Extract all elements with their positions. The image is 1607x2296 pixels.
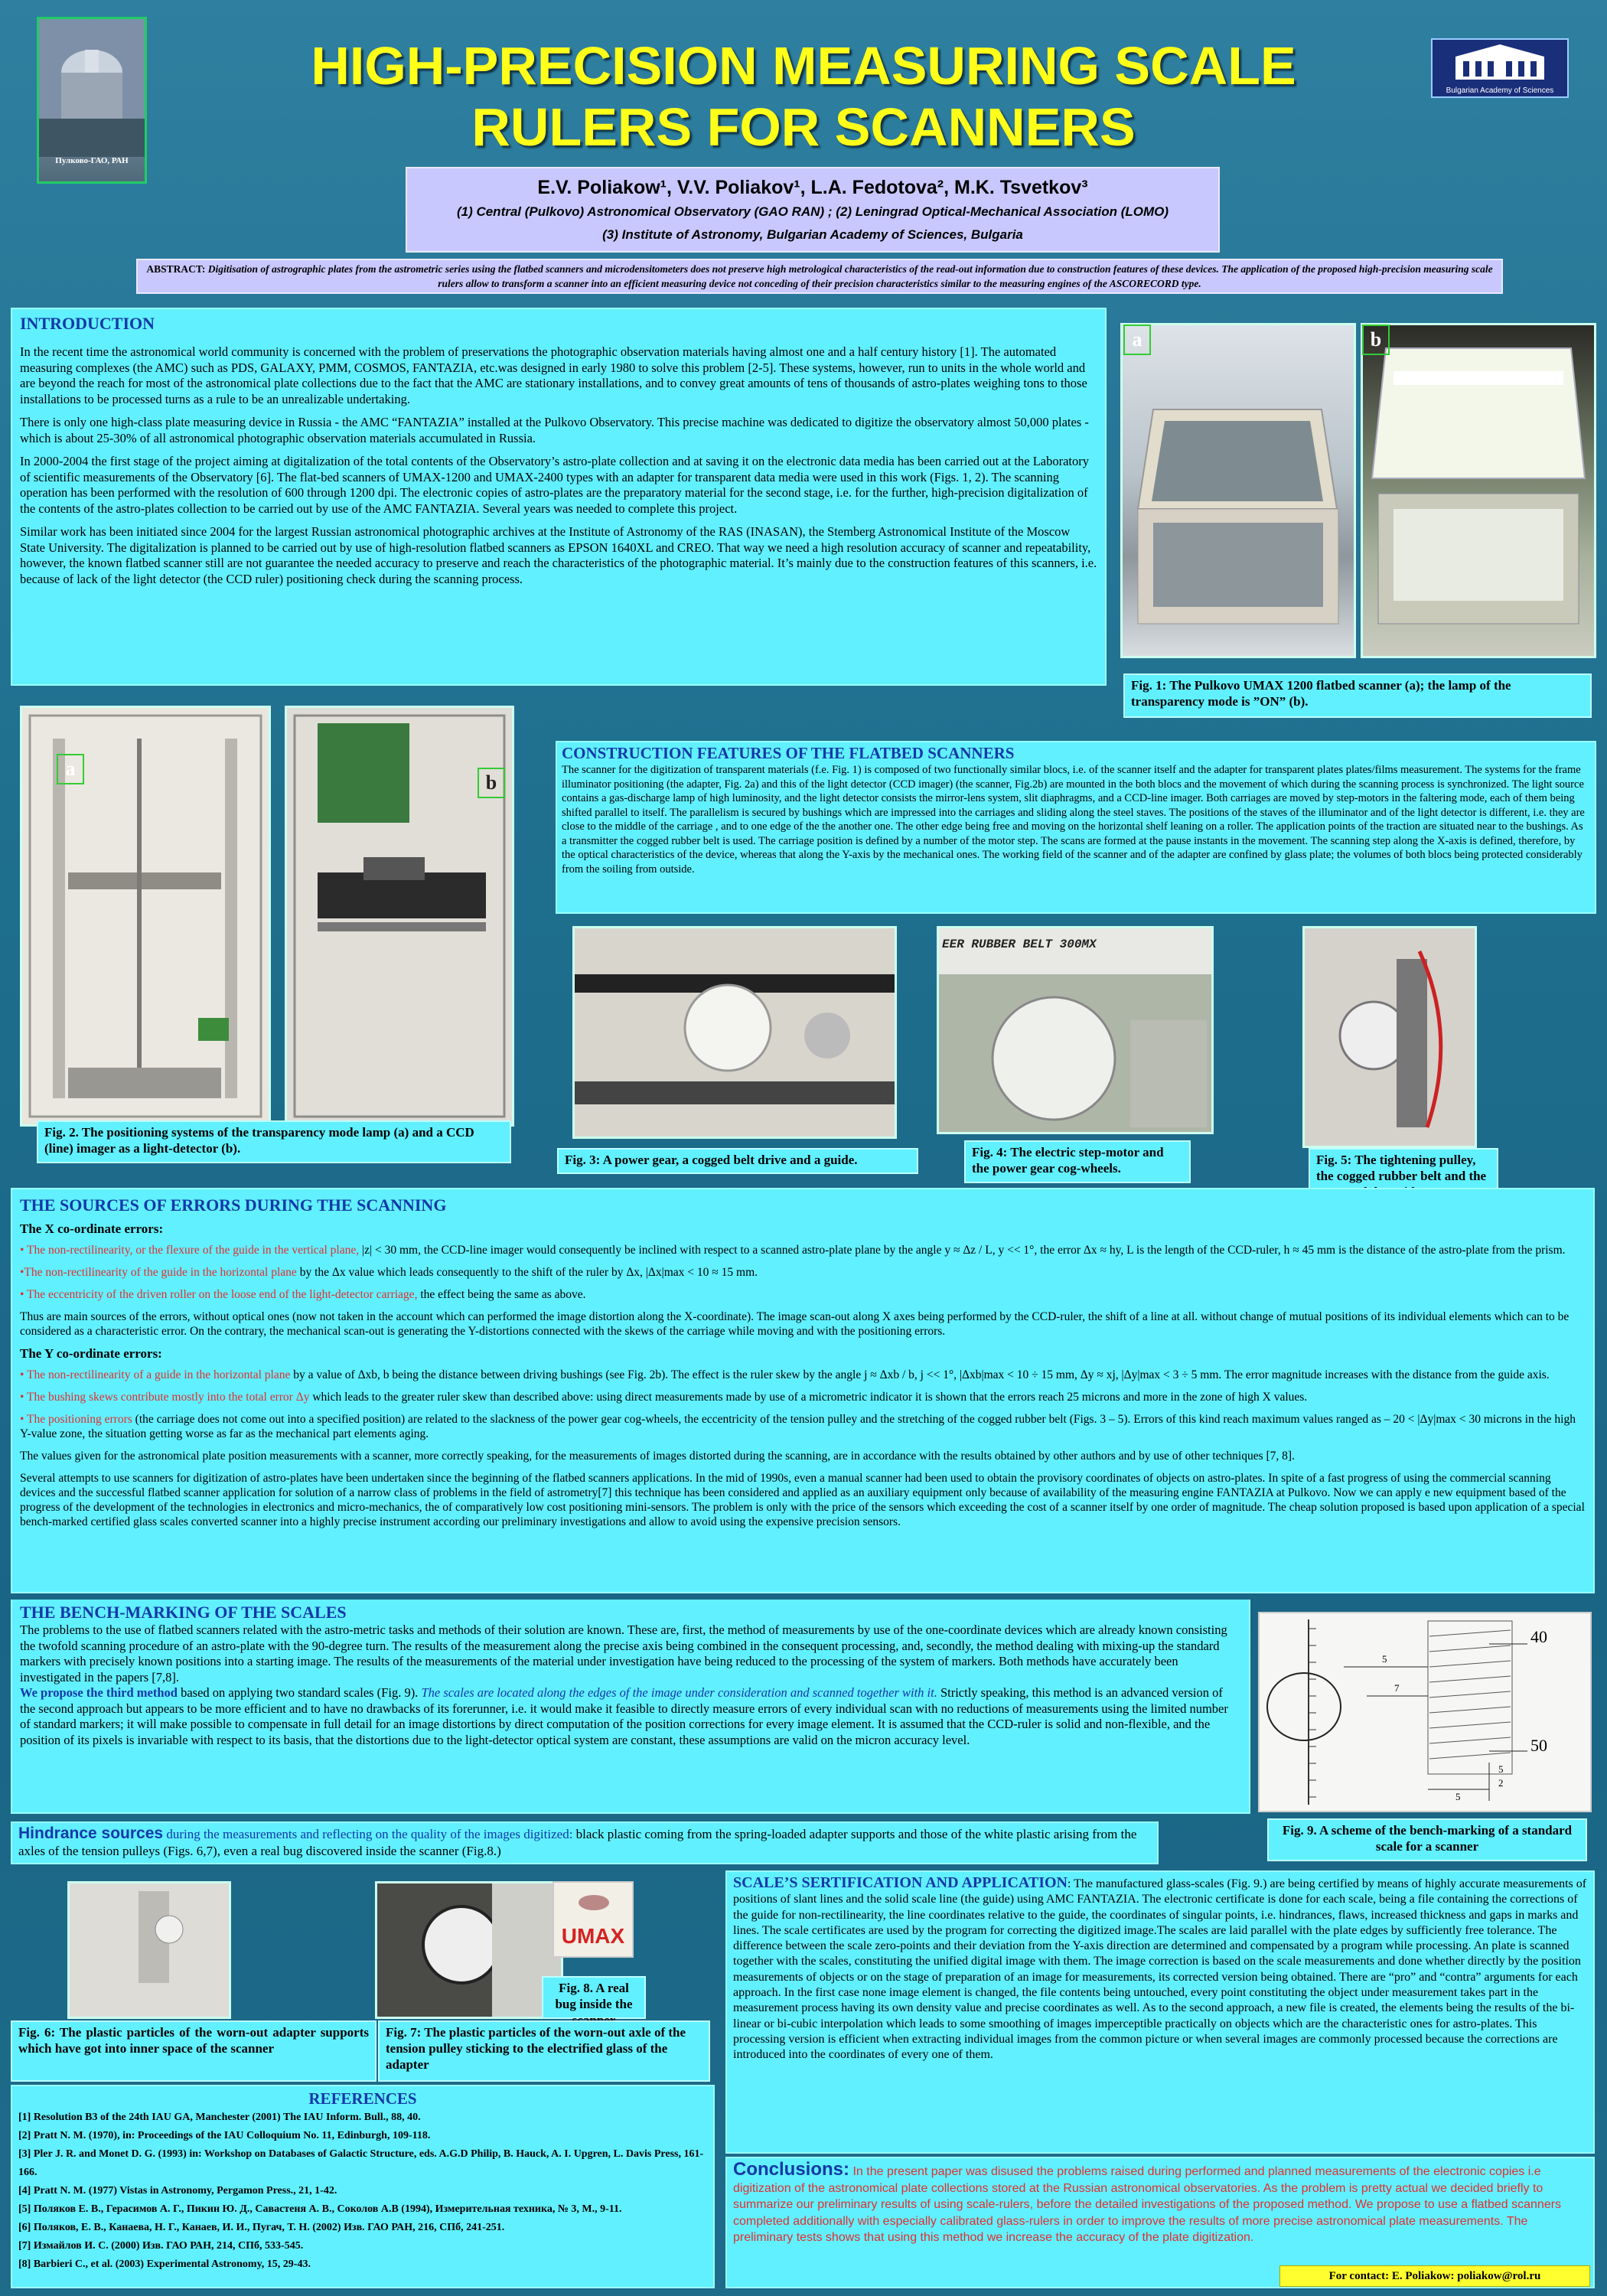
construction-title: CONSTRUCTION FEATURES OF THE FLATBED SCANNERS — [562, 744, 1015, 762]
step-motor-photo-icon — [939, 928, 1211, 1132]
power-gear-photo-icon — [575, 928, 895, 1137]
reference-item: [3] Pler J. R. and Monet D. G. (1993) in: Workshop on Databases of Galactic Structure, eds. A.G.D Philip, B. Hauck, A. I. Upgren, L. Davis Press, 161-166. — [18, 2148, 704, 2178]
y-errors-title: The Y co-ordinate errors: — [20, 1346, 162, 1361]
scanner-photo-icon — [1123, 325, 1354, 656]
right-logo-text: Bulgarian Academy of Sciences — [1446, 86, 1554, 95]
certification-text: : The manufactured glass-scales (Fig. 9.) are being certified by means of highly accurate measurements of positions of slant lines and the solid scale line (the guide) using AMC FANTAZIA. The electronic certificate is done for each scale, being a file containing the corrections of the guide for non-rectilinearity, the line coordinates relative to the guide, the coordinates of singular points, i.e. hindrances, flaws, increased thickness and gaps in marks and lines. The scale certificates are used by the program for correcting the digitized image.The scales are laid parallel with the plate edges by sufficiently free tolerance. The difference between the scale zero-points and their deviation from the Y-axis direction are determined and compensated by a program while processing. An plate is scanned together with the scales, constituting the unified digital image with them. The image correction is based on the scale measurements and done whether directly by the position measurements of objects or on the stage of preparation of an image for measurements, its corrected version being obtained. There are “pro” and “contra” arguments for each approach. In the first case none image element is changed, the file contents being untouched, every point constituting the object under measurement takes part in the measurement process having its own density value and precise coordinates as well. As to the second approach, a new file is created, the elements being the results of the bi-linear or bi-cubic interpolation which leads to some smoothing of images imperceptible practically on objects which are the characteristic ones for astro-plates. This processing version is efficient when extracting individual images from the common picture or when several images are commonly processed because the corrections are introduced into the coordinates of every one of them. — [733, 1877, 1587, 2062]
tightening-pulley-photo-icon — [1305, 928, 1475, 1146]
x-errors-summary: Thus are main sources of the errors, without optical ones (now not taken in the account which can performed the image distortion along the X-coordinate). The image scan-out along X axes being performed by the CCD-ruler, the shift of a line at all. without change of mutual positions of its individual elements which can to be considered as a characteristic error. On the contrary, the mechanical scan-out is generating the Y-distortions connected with the skews of the carriage while moving and with the positioning errors. — [20, 1310, 1570, 1338]
certification-body — [733, 1875, 1587, 2063]
bench-proposal-italic: The scales are located along the edges of the image under consideration and scanned together with it. — [418, 1685, 937, 1700]
plastic-particles-photo-icon — [70, 1883, 229, 2017]
reference-item: [2] Pratt N. M. (1970), in: Proceedings of the IAU Colloquium No. 11, Edinburgh, 109-118. — [18, 2130, 431, 2141]
fig8-caption: Fig. 8. A real bug inside the — [542, 1976, 646, 2019]
errors-attempts-paragraph: Several attempts to use scanners for digitization of astro-plates have been undertaken since the beginning of the flatbed scanners applications. In the mid of 1990s, even a manual scanner had been used to obtain the provisory coordinates of objects on astro-plates. In spite of a fast progress of using the commercial scanning devices and the successful flatbed scanner application for solution of a narrow class of problems in the field of astrometry[7] this technique has been considered and applied as an auxiliary equipment only because of availability of the measuring engine FANTAZIA at Pulkovo. Now we can apply e new equipment based of the progress of the development of the technologies in electronics and micro-mechanics, the of comparatively low cost positioning mini-sensors. The problem is only with the price of the sensors which exceeding the cost of a scanner itself by one order of magnitude. The cheap solution proposed is based upon application of a special bench-marked certified glass scales converted scanner into a highly precise instrument according our preliminary investigations and allow to avoid using the expensive precision sensors. — [20, 1472, 1585, 1528]
construction-text: The scanner for the digitization of transparent materials (f.e. Fig. 1) is composed of two functionally similar blocs, i.e. of the scanner itself and the adapter for transparent plates plates/films measurement. The systems for the frame illuminator positioning (the adapter, Fig. 2a) and this of the light detector (CCD imager) (the scanner, Fig.2b) are mounted in the both blocs and the movement of which during the scanning process is synchronized. The light source contains a gas-discharge lamp of high luminosity, and the light detector consists the mirror-lens system, slit diaphragms, and a CCD-line imager. Both carriages are moved by step-motors in the faltering mode, each of them being shifted parallel to itself. The parallelism is secured by bushings which are impressed into the carriages and sliding along the steel staves. The positions of the staves of the illuminator and of the light detector is different, i.e. they are close to the middle of the carriage , and to one edge of the the another one. The other edge being free and moving on the horizontal shelf leaning on a roller. The application points of the traction are situated near to the bushings. As a transmitter the cogged rubber belt is used. The carriage position is defined by a number of the motor step. The scans are formed at the pause instants in the movement. The scanning step along the X-axis is defined, therefore, by the optical characteristics of the device, whereas that along the Y-axis by the mechanical ones. The working field of the scanner and of the adapter are confined by glass plate; the volumes of both blocs being protected considerably from the soiling from outside. — [562, 764, 1585, 876]
academy-building-icon — [1433, 40, 1567, 83]
hindrance-subtitle: during the measurements and reflecting on the quality of the images digitized: — [163, 1827, 573, 1841]
observatory-photo-icon — [39, 19, 145, 157]
fig1-tag-b: b — [1362, 325, 1390, 355]
bug-photo-icon — [554, 1883, 632, 1921]
fig9-label-5c: 5 — [1455, 1791, 1461, 1802]
x-error-3-label: • The eccentricity of the driven roller on the loose end of the light-detector carriage, — [20, 1288, 418, 1301]
bench-panel — [11, 1600, 1250, 1814]
y-error-3-text: (the carriage does not come out into a specified position) are related to the slackness of the power gear cog-wheels, the eccentricity of the tension pulley and the stretching of the cogged rubber belt (Figs. 3 – 5). Errors of this kind reach maximum values ranged as – 20 < |Δy|max < 30 microns in the high Y-value zone, the situation getting worse as far as the mechanical part elements aging. — [20, 1413, 1576, 1440]
title-line-2: RULERS FOR SCANNERS — [471, 97, 1136, 157]
reference-item: [7] Измайлов И. С. (2000) Изв. ГАО РАН, 214, СПб, 533-545. — [18, 2240, 304, 2252]
fig9-caption: Fig. 9. A scheme of the bench-marking of a standard scale for a scanner — [1267, 1818, 1587, 1861]
references-panel — [11, 2085, 715, 2288]
contact-box: For contact: E. Poliakow: poliakow@rol.ru — [1279, 2265, 1590, 2287]
intro-paragraph-3: In 2000-2004 the first stage of the project aiming at digitalization of the total contents of the Observatory’s astro-plate collection and at saving it on the electronic data media has been carried out at the Laboratory of scientific measurements of the Observatory [6]. The flat-bed scanners of UMAX-1200 and UMAX-2400 types with an adapter for transparent data media were used in this work (Figs. 1, 2). The scanning operation has been performed with the resolution of 600 through 1200 dpi. The electronic copies of astro-plates are the preparatory material for the second stage, i.e. for the further, high-precision digitalization of the contents of the astro-plates collection to be carried out by use of the AMC FANTAZIA. Several years was needed to complete this project. — [20, 454, 1089, 516]
fig2-caption: Fig. 2. The positioning systems of the transparency mode lamp (a) and a CCD (line) imager as a light-detector (b). — [37, 1120, 511, 1163]
abstract-box — [136, 259, 1503, 294]
reference-item: [6] Поляков, Е. В., Канаева, Н. Г., Канаев, И. И., Пугач, Т. Н. (2002) Изв. ГАО РАН, 216, СПб, 241-251. — [18, 2222, 505, 2233]
right-logo — [1431, 38, 1569, 98]
fig3-caption: Fig. 3: A power gear, a cogged belt drive and a guide. — [557, 1148, 918, 1174]
construction-panel — [556, 741, 1596, 914]
errors-title: THE SOURCES OF ERRORS DURING THE SCANNING — [20, 1195, 447, 1215]
x-error-1-label: • The non-rectilinearity, or the flexure of the guide in the vertical plane, — [20, 1244, 360, 1257]
fig1b-photo — [1361, 323, 1596, 658]
fig9-label-5b: 5 — [1498, 1763, 1504, 1775]
intro-paragraph-2: There is only one high-class plate measuring device in Russia - the AMC “FANTAZIA” installed at the Pulkovo Observatory. This precise machine was dedicated to digitize the observatory almost 50,000 plates - which is about 25-30% of all astronomical photographic observation materials accumulated in Russia. — [20, 415, 1089, 445]
fig9-label-2: 2 — [1498, 1777, 1504, 1789]
bench-proposal-bold: We propose the third method — [20, 1685, 178, 1700]
fig4-belt-label: EER RUBBER BELT 300MX — [942, 938, 1097, 951]
bench-text-2: Strictly speaking, this method is an advanced version of the second approach but appears to be more efficient and to have no drawbacks of its forerunner, i.e. it would make it feasible to directly measure errors of every individual scan with no reductions of measurements using the limited number of standard markers; it will make possible to compensate in full detail for an image distortions by direct computation of the position corrections for every image element. It is assumed that the CCD-ruler is solid and non-flexible, and the position of its pixels is invariable with respect to its basis, that the distortions due to the light-detector optical system are constant, these assumptions are valid on the micron accuracy level. — [20, 1685, 1228, 1747]
hindrance-text: black plastic coming from the spring-loaded adapter supports and those of the white plastic arising from the axles of the tension pulleys (Figs. 6,7), even a real bug discovered inside the scanner (Fig.8.) — [18, 1827, 1137, 1858]
affiliation-2: (3) Institute of Astronomy, Bulgarian Academy of Sciences, Bulgaria — [602, 227, 1023, 242]
y-error-1-text: by a value of Δxb, b being the distance between driving bushings (see Fig. 2b). The effect is the ruler skew by the angle j ≈ Δxb / b, j << 1°, |Δxb|max < 10 ÷ 15 mm, Δy ≈ xj, |Δy|max < 3 ÷ 5 mm. The error magnitude increases with the distance from the guide axis. — [290, 1368, 1550, 1381]
left-logo — [37, 17, 147, 184]
fig1-caption: Fig. 1: The Pulkovo UMAX 1200 flatbed scanner (a); the lamp of the transparency mode is ”ON” (b). — [1123, 673, 1592, 718]
fig4-caption: Fig. 4: The electric step-motor and the power gear cog-wheels. — [964, 1140, 1191, 1183]
fig5-photo — [1302, 926, 1477, 1148]
fig9-label-50: 50 — [1530, 1736, 1547, 1755]
fig8-brand: UMAX — [561, 1924, 625, 1948]
references-title: REFERENCES — [308, 2089, 417, 2108]
fig4-photo — [937, 926, 1214, 1134]
y-error-1-label: • The non-rectilinearity of a guide in the horizontal plane — [20, 1368, 291, 1381]
fig1a-photo — [1120, 323, 1356, 658]
title-line-1: HIGH-PRECISION MEASURING SCALE — [311, 36, 1296, 96]
tension-pulley-photo-icon — [377, 1883, 561, 2017]
errors-panel — [11, 1188, 1595, 1593]
intro-paragraph-1: In the recent time the astronomical world community is concerned with the problem of preservations the photographic observation materials having almost one and a half century history [1]. The automated measuring complexes (the AMC) such as PDS, GALAXY, PMM, COSMOS, FANTAZIA, etc.was designed in early 1980 to solve this problem [2-5]. These systems, however, run to units in the whole world and are beyond the reach for most of the astronomical plate collections due to the fact that the AMC are stationary installations, and to convey great amounts of tens of thousands of astro-plates weighing tons to those installations to be processed turns as a rule to be an unrealizable undertaking. — [20, 344, 1087, 406]
y-error-2-label: • The bushing skews contribute mostly into the total error Δy — [20, 1391, 310, 1404]
scanner-lamp-on-photo-icon — [1363, 325, 1594, 656]
x-error-3-text: the effect being the same as above. — [417, 1288, 586, 1301]
fig7-caption: Fig. 7: The plastic particles of the worn-out axle of the tension pulley sticking to the electrified glass of the adapter — [378, 2020, 710, 2082]
hindrance-title: Hindrance sources — [18, 1825, 164, 1842]
bench-text-1: The problems to the use of flatbed scanners related with the astro-metric tasks and methods of their solution are known. These are, first, the method of measurements by use of the one-coordinate devices which are already known consisting the twofold scanning procedure of an astro-plate with the 90-degree turn. The results of the measurement along the precise axis being combined in the consequent processing, and, secondly, the method dealing with mixing-up the standard markers with precisely known positions into a starting image. The results of the measurements of the material under investigation have being reduced to the processing of the system of markers. Both methods have accurately been investigated in the papers [7,8]. — [20, 1623, 1227, 1684]
reference-item: [8] Barbieri C., et al. (2003) Experimental Astronomy, 15, 29-43. — [18, 2258, 311, 2270]
bench-title: THE BENCH-MARKING OF THE SCALES — [20, 1603, 347, 1622]
reference-item: [4] Pratt N. M. (1977) Vistas in Astronomy, Pergamon Press., 21, 1-42. — [18, 2185, 337, 2197]
certification-panel — [725, 1870, 1595, 2154]
x-error-1-text: |z| < 30 mm, the CCD-line imager would consequently be inclined with respect to a scanned astro-plate plane by the angle y ≈ Δz / L, y << 1°, the error Δx ≈ hy, L is the length of the CCD-ruler, h ≈ 45 mm is the distance of the astro-plate from the prism. — [359, 1244, 1566, 1257]
authors: E.V. Poliakow¹, V.V. Poliakov¹, L.A. Fedotova², M.K. Tsvetkov³ — [537, 177, 1088, 198]
conclusions-title: Conclusions: — [733, 2159, 850, 2180]
x-error-2-label: •The non-rectilinearity of the guide in the horizontal plane — [20, 1266, 297, 1279]
fig2-tag-b: b — [478, 768, 505, 798]
fig6-photo — [67, 1881, 231, 2019]
reference-item: [5] Поляков Е. В., Герасимов А. Г., Пикин Ю. Д., Савастеня А. В., Соколов А.В (1994), Измерительная техника, № 3, М., 9-11. — [18, 2203, 622, 2215]
fig5-caption: Fig. 5: The tightening pulley, the cogged rubber belt and the — [1309, 1148, 1498, 1209]
fig6-caption: Fig. 6: The plastic particles of the worn-out adapter supports which have got into inner space of the scanner — [11, 2020, 376, 2082]
y-error-3-label: • The positioning errors — [20, 1413, 132, 1426]
abstract-text: Digitisation of astrographic plates from the astrometric series using the flatbed scanners and microdensitometers does not preserve high metrological characteristics of the read-out information due to construction features of these devices. The application of the proposed high-precision measuring scale rulers allow to transform a scanner into an efficient measuring device not conceding of their precision characteristics similar to the measuring engines of the ASCORECORD type. — [205, 263, 1493, 289]
bench-proposal-text: based on applying two standard scales (Fig. 9). — [177, 1685, 419, 1700]
poster-title — [153, 35, 1454, 158]
hindrance-panel — [11, 1821, 1159, 1864]
introduction-panel — [11, 308, 1107, 686]
fig9-label-7: 7 — [1394, 1682, 1400, 1694]
x-errors-title: The X co-ordinate errors: — [20, 1221, 164, 1236]
bench-proposal — [20, 1685, 1241, 1748]
fig9-scheme — [1258, 1612, 1592, 1812]
x-error-2-text: by the Δx value which leads consequently to the shift of the ruler by Δx, |Δx|max < 10 ≈ 15 mm. — [296, 1266, 758, 1279]
fig2-tag-a: a — [57, 754, 84, 784]
reference-list — [18, 2108, 707, 2274]
fig7-photo — [375, 1881, 563, 2019]
fig1-tag-a: a — [1123, 325, 1151, 355]
conclusions-body — [733, 2161, 1587, 2246]
certification-title: SCALE’S SERTIFICATION AND APPLICATION — [733, 1874, 1068, 1891]
fig8-photo — [553, 1881, 634, 1958]
authors-box — [406, 167, 1220, 253]
abstract-label: ABSTRACT: — [146, 263, 206, 275]
affiliation-1: (1) Central (Pulkovo) Astronomical Observatory (GAO RAN) ; (2) Leningrad Optical-Mechanical Association (LOMO) — [456, 204, 1169, 219]
intro-paragraph-4: Similar work has been initiated since 2004 for the largest Russian astronomical photographic archives at the Institute of Astronomy of the RAS (INASAN), the Stemberg Astronomical Institute of the Moscow State University. The digitalization is planned to be carried out by use of high-resolution flatbed scanners as EPSON 1640XL and CREO. That way we need a high resolution accuracy of scanner and repeatability, however, the known flatbed scanner still are not guarantee the needed accuracy to preserve and reach the characteristics of the photographic material. It’s mainly due to the construction features of this scanners, i.e. because of lack of the light detector (the CCD ruler) positioning check during the scanning process. — [20, 524, 1097, 586]
reference-item: [1] Resolution B3 of the 24th IAU GA, Manchester (2001) The IAU Inform. Bull., 88, 40. — [18, 2112, 421, 2123]
left-logo-text: Пулково-ГАО, РАН — [55, 156, 129, 165]
fig9-label-5a: 5 — [1382, 1653, 1387, 1665]
introduction-title: INTRODUCTION — [20, 314, 155, 333]
fig9-label-40: 40 — [1530, 1627, 1547, 1646]
errors-values-paragraph: The values given for the astronomical plate position measurements with a scanner, more correctly speaking, for the measurements of images distorted during the scanning, are in accordance with the results obtained by other authors and by use of other techniques [7, 8]. — [20, 1450, 1295, 1463]
y-error-2-text: which leads to the greater ruler skew than described above: using direct measurements made by use of a micrometric indicator it is shown that the errors reach 25 microns and more in the zone of high X values. — [309, 1391, 1308, 1404]
conclusions-text: In the present paper was disused the problems raised during performed and planned measurements of the electronic copies i.e digitization of the astronomical plate collections stored at the Russian astronomical observatories. As the problem is pretty actual we decided briefly to summarize our preliminary results of using scale-rulers, before the detailed investigations of the proposed method. We propose to use a flatbed scanners completed additionally with especially calibrated glass-rulers in order to improve the results of more precise astronomical plate measurements. The preliminary tests shows that using this method we increase the accuracy of the plate digitization. — [733, 2165, 1562, 2244]
fig3-photo — [572, 926, 897, 1139]
